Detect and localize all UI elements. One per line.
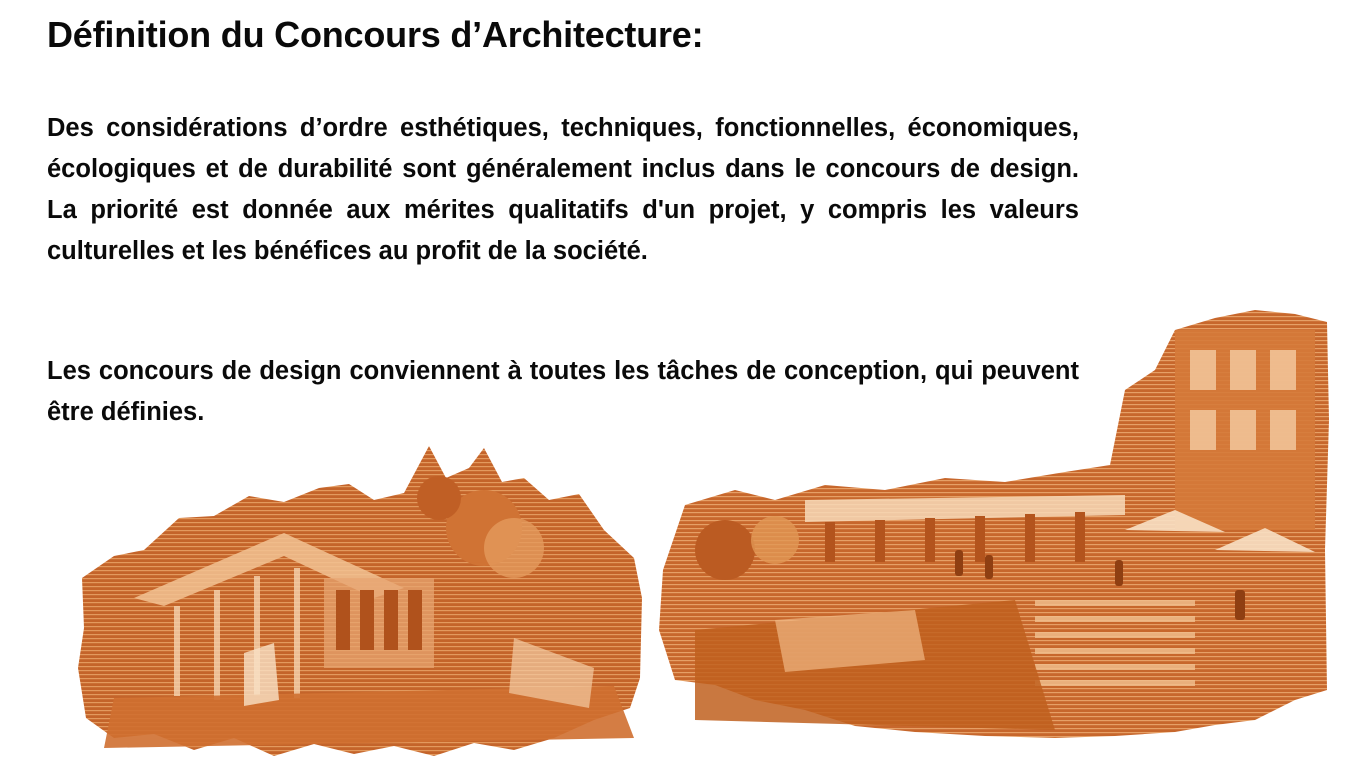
town-square-illustration <box>655 300 1331 740</box>
paragraph-design-tasks: Les concours de design conviennent à toutes les tâches de conception, qui peuvent être définies. <box>47 357 1079 426</box>
paragraph-considerations: Des considérations d’ordre esthétiques, techniques, fonctionnelles, économiques, écologiques et de durabilité sont généralement inclus dans le concours de design. La priorité est donnée aux mérites qualitatifs d'un projet, y compris les valeurs culturelles et les bénéfices au profit de la société. <box>47 114 1079 265</box>
pavilion-illustration <box>74 438 646 760</box>
slide-title: Définition du Concours d’Architecture: <box>47 14 704 55</box>
